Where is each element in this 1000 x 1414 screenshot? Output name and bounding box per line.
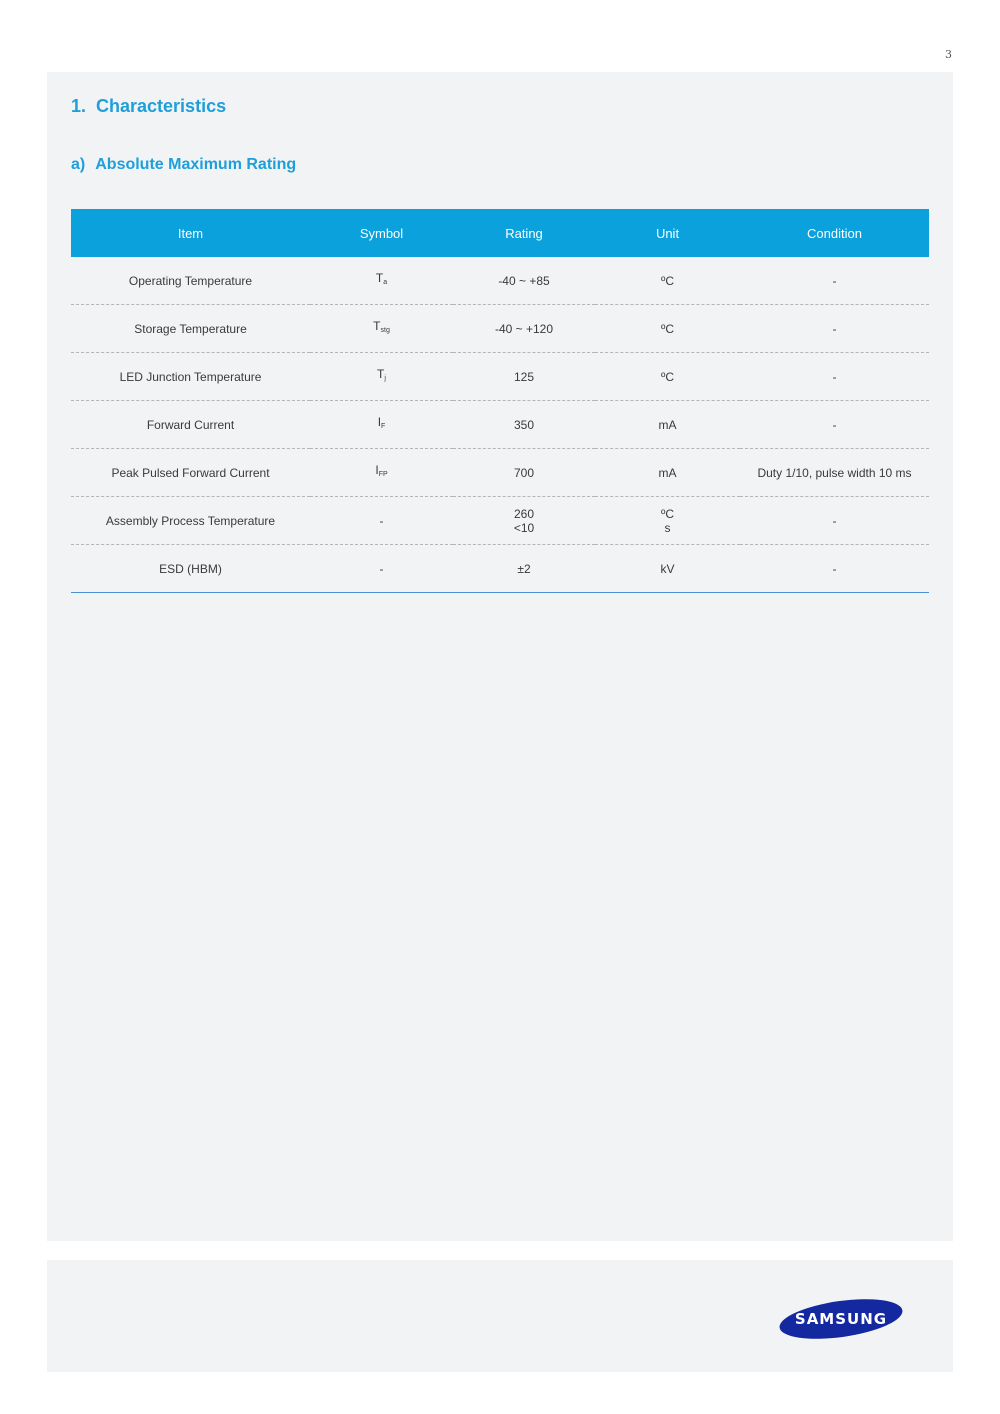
header-item: Item — [71, 209, 310, 257]
table-header-row — [71, 209, 929, 257]
cell-symbol: IF — [310, 401, 453, 449]
section-title-text: Characteristics — [96, 96, 227, 116]
cell-condition: - — [740, 497, 929, 545]
cell-item: Assembly Process Temperature — [71, 497, 310, 545]
table-row — [71, 305, 929, 353]
cell-unit: kV — [595, 545, 740, 593]
page-number: 3 — [945, 48, 952, 61]
cell-item: ESD (HBM) — [71, 545, 310, 593]
header-unit: Unit — [595, 209, 740, 257]
cell-symbol: - — [310, 497, 453, 545]
cell-symbol: Tstg — [310, 305, 453, 353]
cell-rating: ±2 — [453, 545, 595, 593]
cell-condition: - — [740, 401, 929, 449]
cell-item: Storage Temperature — [71, 305, 310, 353]
absolute-maximum-rating-table — [71, 209, 929, 593]
cell-item: Peak Pulsed Forward Current — [71, 449, 310, 497]
logo-text: SAMSUNG — [794, 1310, 888, 1328]
cell-rating: -40 ~ +85 — [453, 257, 595, 305]
subsection-title — [71, 156, 296, 174]
cell-unit: ºC — [595, 257, 740, 305]
cell-condition: - — [740, 545, 929, 593]
cell-condition: - — [740, 305, 929, 353]
cell-rating: 350 — [453, 401, 595, 449]
table-row — [71, 449, 929, 497]
table-row — [71, 545, 929, 593]
cell-rating: -40 ~ +120 — [453, 305, 595, 353]
table-row — [71, 401, 929, 449]
cell-condition: - — [740, 353, 929, 401]
cell-unit: mA — [595, 401, 740, 449]
table-row — [71, 257, 929, 305]
table-row — [71, 497, 929, 545]
header-condition: Condition — [740, 209, 929, 257]
cell-symbol: IFP — [310, 449, 453, 497]
cell-rating: 700 — [453, 449, 595, 497]
footer-panel — [47, 1260, 953, 1372]
cell-symbol: Ta — [310, 257, 453, 305]
subsection-title-text: Absolute Maximum Rating — [95, 156, 297, 173]
content-panel — [47, 72, 953, 1241]
cell-unit: ºC s — [595, 497, 740, 545]
cell-unit: mA — [595, 449, 740, 497]
cell-condition: Duty 1/10, pulse width 10 ms — [740, 449, 929, 497]
section-title — [71, 96, 226, 117]
cell-item: Forward Current — [71, 401, 310, 449]
samsung-logo — [778, 1298, 904, 1340]
cell-condition: - — [740, 257, 929, 305]
cell-item: Operating Temperature — [71, 257, 310, 305]
header-rating: Rating — [453, 209, 595, 257]
table-row — [71, 353, 929, 401]
cell-symbol: - — [310, 545, 453, 593]
section-number: 1. — [71, 96, 87, 116]
cell-rating: 260 <10 — [453, 497, 595, 545]
cell-item: LED Junction Temperature — [71, 353, 310, 401]
subsection-number: a) — [71, 156, 86, 173]
cell-symbol: Tj — [310, 353, 453, 401]
cell-rating: 125 — [453, 353, 595, 401]
header-symbol: Symbol — [310, 209, 453, 257]
cell-unit: ºC — [595, 353, 740, 401]
cell-unit: ºC — [595, 305, 740, 353]
